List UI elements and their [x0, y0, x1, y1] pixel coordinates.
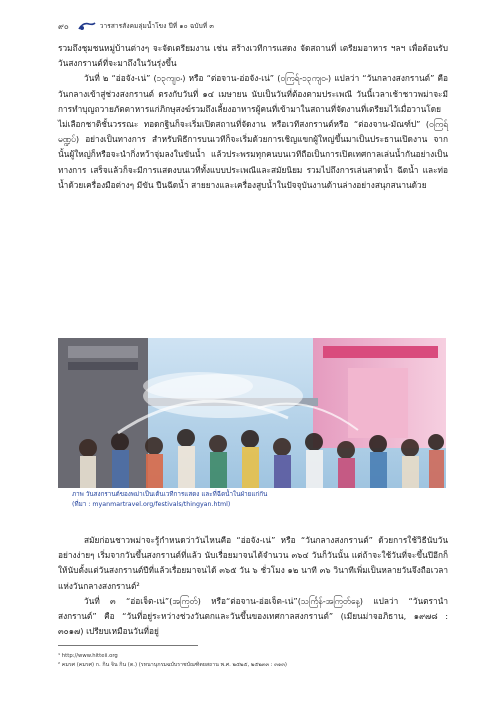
paragraph: รวมถึงชุมชนหมู่บ้านต่างๆ จะจัดเตรียมงาน เช่น สร้างเวทีการแสดง จัดสถานที่ เตรียมอาหาร ฯลฯ เพื่อต้อนรับวันสงกรานต์ที่จะมาถึงในวันรุ่งขึ้น	[58, 43, 448, 69]
footnote: ¹ http://www.hitteii.org	[58, 653, 118, 659]
body-text-top	[58, 41, 448, 193]
running-header	[58, 19, 458, 33]
footnote: ² คมรศ (คมรศ) ก. กิน จิน กิน (ต.) (รหนานุกรมฉบับราชบัณฑิตยสถาน พ.ศ. ๒๕๒๕, ๒๕๒๓๓ : ๓๑๓)	[58, 661, 287, 668]
paragraph: สมัยก่อนชาวพม่าจะรู้กำหนดว่าวันไหนคือ “อ่อจัง-เน่” หรือ “วันกลางสงกรานต์” ด้วยการใช้วิธีนับวันอย่างง่ายๆ เริ่มจากวันขึ้นสงกรานต์ที่แล้ว นับเรื่อยมาจนได้จำนวน ๓๖๔ วันก็วันนั้น แต่ถ้าจะใช้วันที่จะขึ้นปีอีกก็ให้นับตั้งแต่วันสงกรานต์ปีที่แล้วเรื่อยมาจนได้ ๓๖๕ วัน ๖ ชั่วโมง ๑๒ นาที ๓๖ วินาทีเพิ่มเป็นหลายวันจึงถือเวลาแห่งวันกลางสงกรานต์²	[58, 535, 448, 591]
caption-source: (ที่มา : myanmartravel.org/festivals/thingyan.html)	[72, 501, 231, 508]
figure-caption	[72, 490, 446, 510]
journal-title: วารสารสังคมลุ่มน้ำโขง ปีที่ ๑๐ ฉบับที่ ๓	[99, 22, 214, 30]
figure	[58, 338, 446, 516]
paragraph: วันที่ ๓ “อ่อเจ็ต-เน่”(အကြတ်) หรือ“ต่อจาน-อ่อเจ็ต-เน่”(သင်္ကြန်-အကြတ်နေ့) แปลว่า “วันตรานำสงกรานต์” คือ “วันที่อยู่ระหว่างช่วงวันตกและวันขึ้นของเทศกาลสงกรานต์” (เมียนม่าจอภิธาน, ๑๙๗๘ : ๓๐๑๗) เปรียบเหมือนวันที่อยู่	[58, 595, 448, 637]
footnote-divider	[58, 645, 198, 646]
paragraph: วันที่ ๒ “อ่อจัง-เน่” (၁၃ကျ၀ႋ) หรือ “ต่อจาน-อ่อจัง-เน่” (ဝကြရ်-၁၃ကျ၀ႋ) แปลว่า “วันกลางสงกรานต์” คือ วันกลางเข้าสู่ช่วงสงกรานต์ ตรงกับวันที่ ๑๔ เมษายน นับเป็นวันที่ต้องตามประเพณี วันนี้เวลาเช้าชาวพม่าจะมีการทำบุญถวายภัตตาหารแก่ภิกษุสงฆ์รวมถึงเลี้ยงอาหารผู้คนที่เข้ามาในสถานที่จัดงานที่เตรียมไว้เมื่อวานโดยไม่เลือกชาติชั้นวรรณะ ทอดกฐินก็จะเริ่มเปิดสถานที่จัดงาน หรือเวทีสงกรานต์หรือ “ต่องจาน-มัณฑ์ป” (ဝကြရ်မဏ္ဍပ်) อย่างเป็นทางการ สำหรับพิธีการบนเวทีก็จะเริ่มด้วยการเชิญแขกผู้ใหญ่ขึ้นมาเป็นประธานเปิดงาน จากนั้นผู้ใหญ่ก็หรือจะนำกิ่งหว้าจุ่มลงในขันน้ำ แล้วประพรมทุกคนบนเวทีถือเป็นการเปิดเทศกาลเล่นน้ำกันอย่างเป็นทางการ เสร็จแล้วก็จะมีการแสดงบนเวทีทั้งแบบประเพณีและสมัยนิยม รวมไปถึงการเล่นสาดน้ำ ฉีดน้ำ และท่อน้ำด้วยเครื่องมือต่างๆ มีขัน ปืนฉีดน้ำ สายยางและเครื่องสูบน้ำในปัจจุบันงานด้านล่างอย่างสนุกสนานด้วย	[58, 73, 448, 190]
thingyan-festival-photo	[58, 338, 446, 488]
footnotes	[58, 652, 458, 670]
body-text-bottom	[58, 533, 448, 639]
page-number: ๙๐	[58, 21, 69, 31]
caption-text: ภาพ วันสงกรานต์ของพม่าเป็นเต้นเวทีการแสดง และที่ฉีดน้ำในฝ่ายแก่กัน	[72, 491, 268, 498]
journal-logo-icon	[77, 21, 97, 32]
